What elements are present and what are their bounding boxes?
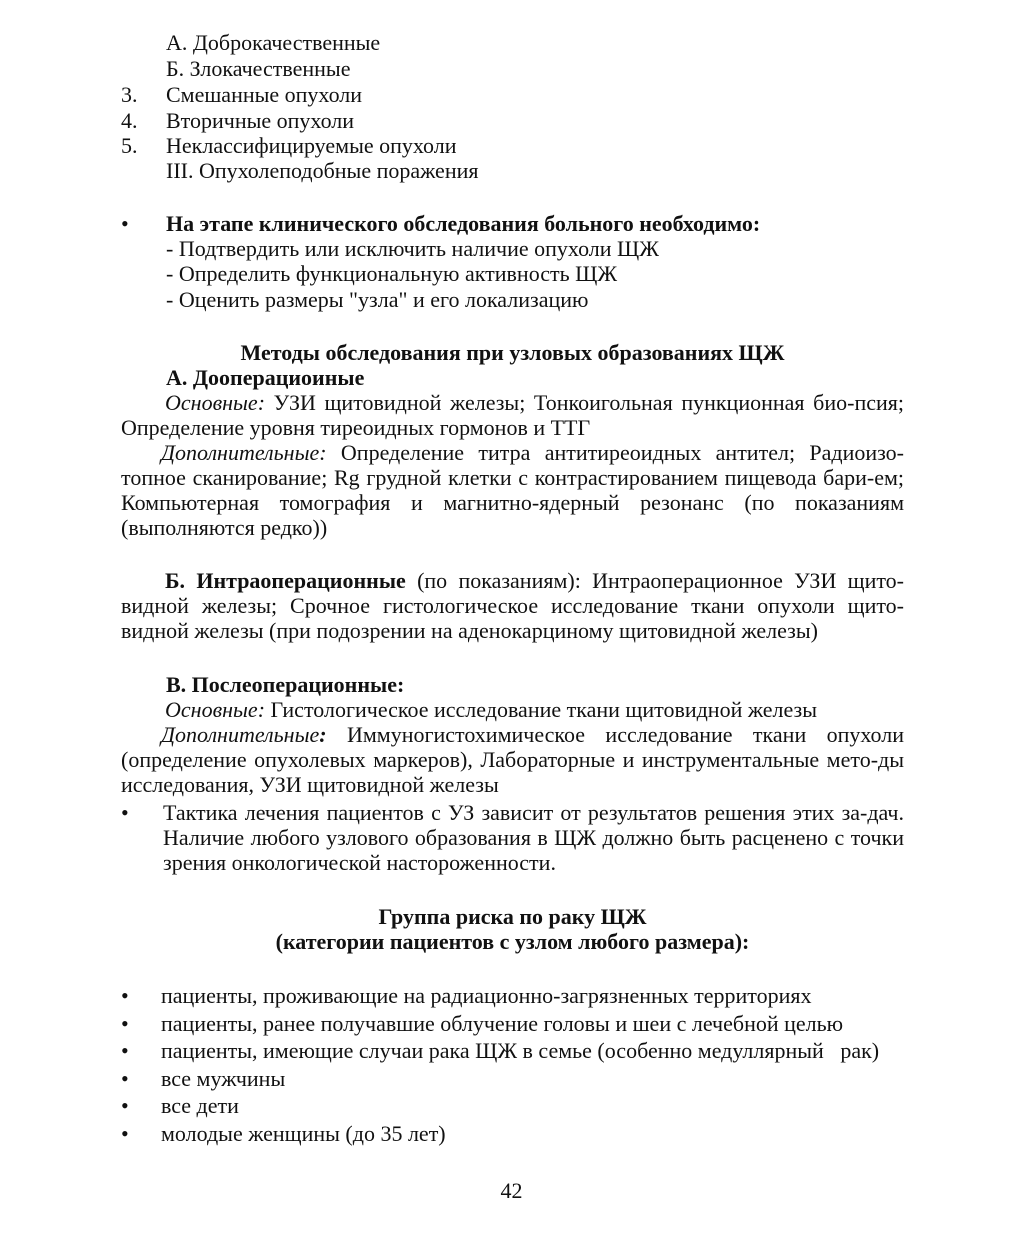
risk-item-text: все дети	[161, 1093, 239, 1118]
methods-title: Методы обследования при узловых образованиях ЩЖ	[240, 340, 785, 365]
bullet-icon: •	[121, 1011, 129, 1036]
main-label: Основные:	[165, 390, 266, 415]
list-item-number: 4.	[121, 108, 138, 133]
bullet-icon: •	[121, 800, 129, 825]
classification-item-a: А. Доброкачественные	[166, 30, 381, 55]
classification-item-iii: III. Опухолеподобные поражения	[166, 158, 479, 183]
methods-b-heading: Б. Интраоперационные	[165, 568, 406, 593]
extra-text: Определение титра антитиреоидных антител; Радиоизо-топное сканирование; Rg грудной клетки с контрастированием пищевода бари-ем; Компьютерная томография и магнитно-ядерный резонанс (по показаниям (выполняются редко))	[121, 440, 905, 540]
bullet-icon: •	[121, 1038, 129, 1063]
risk-title: Группа риска по раку ЩЖ	[378, 904, 647, 929]
extra-text: Иммуногистохимическое исследование ткани опухоли (определение опухолевых маркеров), Лабораторные и инструментальные мето-ды исследования, УЗИ щитовидной железы	[121, 722, 904, 797]
methods-b-paragraph	[121, 568, 904, 643]
extra-label: Дополнительные	[161, 722, 320, 747]
clinical-heading: На этапе клинического обследования больного необходимо:	[166, 211, 761, 236]
risk-item-text: пациенты, имеющие случаи рака ЩЖ в семье (особенно медуллярный рак)	[161, 1038, 880, 1063]
extra-label-colon: :	[319, 722, 327, 747]
methods-b-text: (по показаниям): Интраоперационное УЗИ щито-видной железы; Срочное гистологическое исследование ткани опухоли щито-видной железы (при подозрении на аденокарциному щитовидной железы)	[121, 568, 905, 643]
risk-item-text: пациенты, ранее получавшие облучение головы и шеи с лечебной целью	[161, 1011, 844, 1036]
clinical-point: - Определить функциональную активность ЩЖ	[166, 261, 618, 286]
list-item-number: 3.	[121, 82, 138, 107]
risk-subtitle: (категории пациентов с узлом любого размера):	[275, 929, 750, 954]
bullet-icon: •	[121, 983, 129, 1008]
methods-a-extra-paragraph	[121, 440, 904, 540]
risk-item-text: пациенты, проживающие на радиационно-загрязненных территориях	[161, 983, 812, 1008]
main-text: УЗИ щитовидной железы; Тонкоигольная пункционная био-псия; Определение уровня тиреоидных гормонов и ТТГ	[121, 390, 904, 440]
methods-c-heading: В. Послеоперационные:	[166, 672, 405, 697]
clinical-point: - Оценить размеры "узла" и его локализацию	[166, 287, 589, 312]
methods-a-main-paragraph	[121, 390, 904, 440]
page-number: 42	[500, 1178, 523, 1203]
risk-item-text: все мужчины	[161, 1066, 286, 1091]
list-item-text: Неклассифицируемые опухоли	[166, 133, 457, 158]
bullet-icon: •	[121, 1121, 129, 1146]
bullet-icon: •	[121, 211, 129, 236]
list-item-text: Смешанные опухоли	[166, 82, 363, 107]
list-item-number: 5.	[121, 133, 138, 158]
bullet-icon: •	[121, 1066, 129, 1091]
list-item-text: Вторичные опухоли	[166, 108, 355, 133]
main-text: Гистологическое исследование ткани щитовидной железы	[270, 697, 818, 722]
classification-item-b: Б. Злокачественные	[166, 56, 351, 81]
bullet-icon: •	[121, 1093, 129, 1118]
methods-c-extra-paragraph	[121, 722, 904, 797]
tactics-paragraph: Тактика лечения пациентов с УЗ зависит от результатов решения этих за-дач. Наличие любого узлового образования в ЩЖ должно быть расценено с точки зрения онкологической настороженности.	[163, 800, 904, 875]
main-label: Основные:	[165, 697, 266, 722]
clinical-point: - Подтвердить или исключить наличие опухоли ЩЖ	[166, 236, 659, 261]
risk-item-text: молодые женщины (до 35 лет)	[161, 1121, 446, 1146]
methods-a-heading: А. Дооперациоиные	[166, 365, 365, 390]
extra-label: Дополнительные:	[161, 440, 327, 465]
methods-c-main-paragraph	[121, 697, 904, 722]
